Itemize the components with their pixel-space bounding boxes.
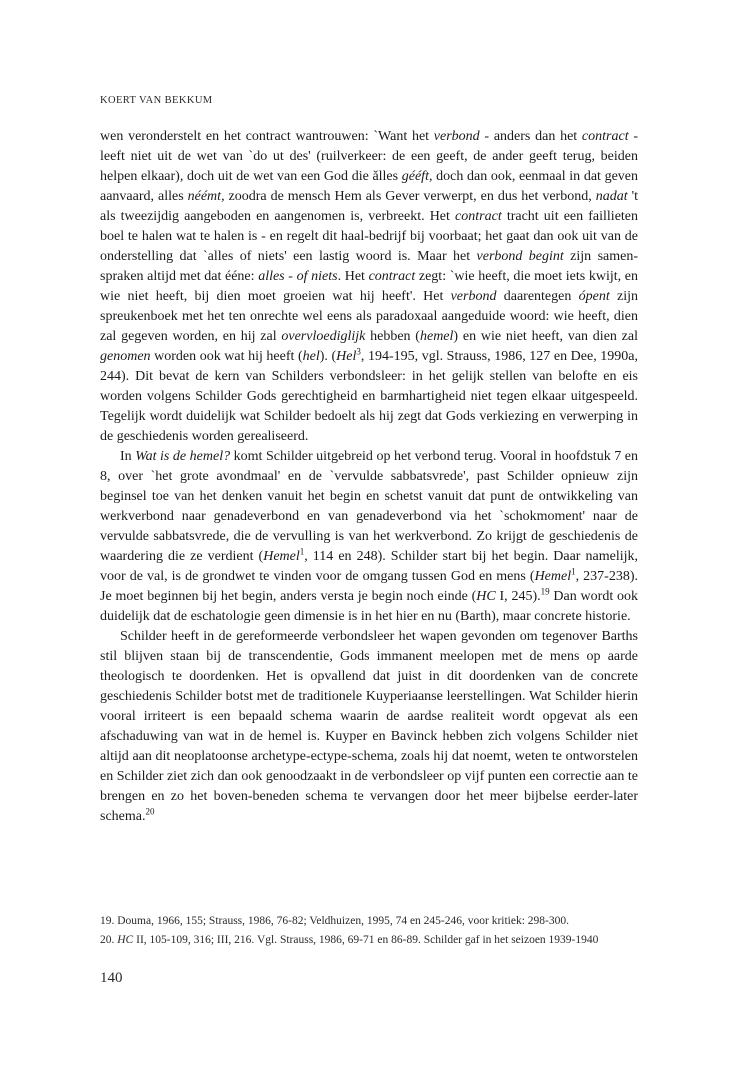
paragraph bbox=[100, 447, 638, 627]
paragraph bbox=[100, 127, 638, 447]
superscript: 20 bbox=[145, 806, 155, 817]
italic-run: contract bbox=[581, 129, 629, 144]
italic-run: verbond begint bbox=[476, 249, 564, 264]
italic-run: hel bbox=[302, 349, 320, 364]
running-head: KOERT VAN BEKKUM bbox=[100, 95, 213, 106]
text-run: - anders dan het bbox=[479, 129, 582, 144]
superscript: 1 bbox=[571, 566, 576, 577]
superscript: 1 bbox=[299, 546, 305, 557]
italic-run: nadat bbox=[595, 189, 628, 204]
italic-run: Hemel bbox=[263, 549, 300, 564]
text-run: worden ook wat hij heeft ( bbox=[150, 349, 303, 364]
text-run: - leeft niet uit de wet van `do ut des' (ruilverkeer: de een geeft, de ander geeft terug, beiden helpen elkaar), doch uit de wet van een God die ălles bbox=[100, 129, 638, 184]
text-run: I, 245). bbox=[495, 589, 541, 604]
superscript: 3 bbox=[356, 346, 361, 357]
footnote bbox=[100, 912, 652, 931]
text-run: tracht uit een faillieten boel te halen wat te halen is - en regelt dit haal-bedrijf bij voorbaat; het gaat dan ook uit van de onderstelling dat `alles of niets' een lastig woord is. Maar het bbox=[100, 209, 639, 264]
italic-run: Hel bbox=[336, 349, 357, 364]
text-run: , zoodra de mensch Hem als Gever verwerpt, en dus het verbond, bbox=[221, 189, 596, 204]
italic-run: alles - of niets bbox=[258, 269, 338, 284]
text-run: Dan wordt ook duidelijk dat de eschatologie geen dimensie is in het hier en nu (Barth), maar concrete historie. bbox=[100, 589, 638, 624]
footnotes bbox=[100, 912, 652, 950]
footnote bbox=[100, 931, 652, 950]
text-run: daarentegen bbox=[496, 289, 579, 304]
italic-run: verbond bbox=[433, 129, 480, 144]
page-number: 140 bbox=[100, 970, 123, 986]
text-run: 19. Douma, 1966, 155; Strauss, 1986, 76-82; Veldhuizen, 1995, 74 en 245-246, voor kritiek: 298-300. bbox=[100, 915, 570, 927]
italic-run: Wat is de hemel? bbox=[135, 449, 231, 464]
text-run: hebben ( bbox=[365, 329, 420, 344]
italic-run: gééft bbox=[401, 169, 429, 184]
text-run: , 194-195, vgl. Strauss, 1986, 127 en Dee, 1990a, 244). Dit bevat de kern van Schilders verbondsleer: in het gelijk stellen van belofte en eis worden volgens Schilder Gods gerechtigheid en barmhartigheid niet tegen elkaar uitgespeeld. Tegelijk wordt duidelijk wat Schilder bedoelt als hij zegt dat Gods verkiezing en verwerping in de geschiedenis worden gerealiseerd. bbox=[100, 349, 638, 444]
italic-run: HC bbox=[117, 934, 134, 946]
text-run: zegt: `wie heeft, die moet iets kwijt, en wie niet heeft, bij dien moet groeien wat hij heeft'. Het bbox=[100, 269, 639, 304]
italic-run: contract bbox=[368, 269, 416, 284]
body-text bbox=[100, 127, 638, 827]
text-run: Schilder heeft in de gereformeerde verbondsleer het wapen gevonden om tegenover Barths stil blijven staan bij de transcendentie, Gods immanent meelopen met de mens op aarde theologisch te doordenken. Het is opvallend dat juist in dit doordenken van de concrete geschiedenis Schilder botst met de traditionele Kuyperiaanse leerstellingen. Wat Schilder hierin vooral irriteert is een bepaald schema waarin de aardse realiteit wordt opgevat als een afschaduwing van wat in de hemel is. Kuyper en Bavinck hebben zich volgens Schilder niet altijd aan dit neoplatoonse archetype-ectype-schema, zoals hij dat noemt, weten te ontworstelen en Schilder ziet zich dan ook genoodzaakt in de verbondsleer op vijf punten een correctie aan te brengen en zo het boven-beneden schema te vervangen door het meer bijbelse eerder-later schema. bbox=[100, 629, 638, 824]
italic-run: verbond bbox=[450, 289, 497, 304]
italic-run: hemel bbox=[419, 329, 454, 344]
italic-run: overvloediglijk bbox=[281, 329, 366, 344]
text-run: ). ( bbox=[319, 349, 337, 364]
text-run: komt Schilder uitgebreid op het verbond terug. Vooral in hoofdstuk 7 en 8, over `het grote avondmaal' en de `vervulde sabbatsvrede', past Schilder opnieuw zijn beginsel toe van het denken vanuit het begin en schetst vanuit dat punt de ontwikkeling van werkverbond naar genadeverbond en van genadeverbond via het `schokmoment' naar de vervulde sabbatsvrede, die de vervulling is van het werkverbond. Zo krijgt de geschiedenis de waardering die ze verdient ( bbox=[100, 449, 638, 564]
text-run: , 237-238). Je moet beginnen bij het begin, anders versta je begin noch einde ( bbox=[100, 569, 638, 604]
text-run: , 114 en 248). Schilder start bij het begin. Daar namelijk, voor de val, is de grondwet te vinden voor de omgang tussen God en mens ( bbox=[100, 549, 639, 584]
superscript: 19 bbox=[540, 586, 550, 597]
text-run: , doch dan ook, eenmaal in dat geven aanvaard, alles bbox=[100, 169, 638, 204]
text-run: zijn spreukenboek met het ten onrechte wel eens als paradoxaal aangeduide woord: wie heeft, dien zal gegeven worden, en hij zal bbox=[100, 289, 638, 344]
italic-run: ópent bbox=[578, 289, 610, 304]
text-run: wen veronderstelt en het contract wantrouwen: `Want het bbox=[100, 129, 434, 144]
italic-run: néémt bbox=[187, 189, 222, 204]
italic-run: contract bbox=[455, 209, 502, 224]
italic-run: Hemel bbox=[534, 569, 572, 584]
paragraph bbox=[100, 627, 638, 827]
text-run: II, 105-109, 316; III, 216. Vgl. Strauss, 1986, 69-71 en 86-89. Schilder gaf in het seizoen 1939-1940 bbox=[133, 934, 599, 946]
italic-run: HC bbox=[476, 589, 496, 604]
text-run: zijn samen-spraken altijd met dat ééne: bbox=[100, 249, 638, 284]
text-run: . Het bbox=[337, 269, 369, 284]
text-run: 20. bbox=[100, 934, 118, 946]
text-run: ) en wie niet heeft, van dien zal bbox=[453, 329, 639, 344]
text-run: In bbox=[120, 449, 136, 464]
text-run: 't als tweezijdig aangeboden en aangenomen is, verbreekt. Het bbox=[100, 189, 638, 224]
italic-run: genomen bbox=[100, 349, 151, 364]
